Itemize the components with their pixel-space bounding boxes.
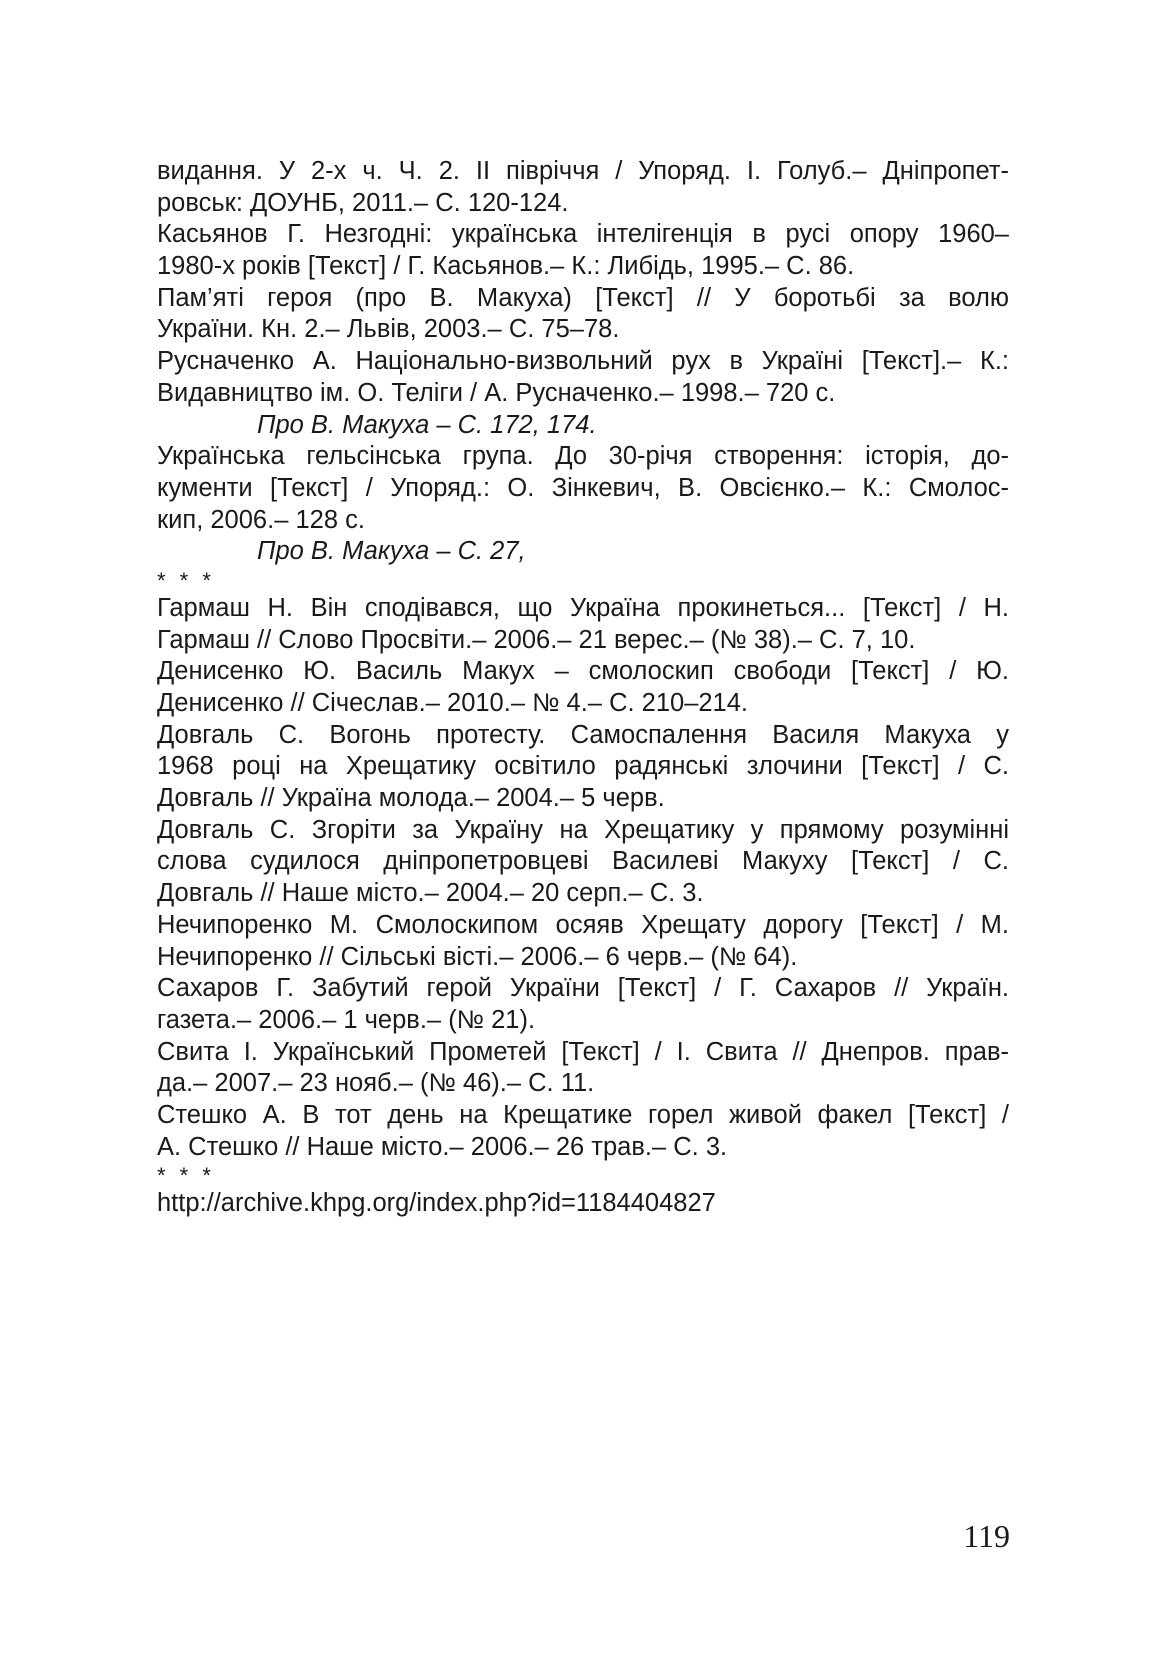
text-line: Гармаш // Слово Просвіти.– 2006.– 21 верес.– (№ 38).– С. 7, 10. [157,625,916,654]
text-line: ровськ: ДОУНБ, 2011.– С. 120-124. [157,188,569,217]
page-number: 119 [963,1518,1010,1554]
text-line: Касьянов Г. Незгодні: українська інтелігенція в русі опору 1960– [157,220,1009,249]
text-line: Довгаль // Наше місто.– 2004.– 20 серп.– С. 3. [157,879,704,908]
text-line: 1980-х років [Текст] / Г. Касьянов.– К.: Либідь, 1995.– С. 86. [157,252,855,281]
text-line: 1968 році на Хрещатику освітило радянські злочини [Текст] / С. [157,752,1009,781]
text-line: Гармаш Н. Він сподівався, що Україна прокинеться... [Текст] / Н. [157,593,1009,622]
text-line: Видавництво ім. О. Теліги / А. Русначенко.– 1998.– 720 с. [157,378,836,407]
italic-note-line: Про В. Макуха – С. 27, [257,537,526,566]
text-line: Нечипоренко // Сільські вісті.– 2006.– 6 черв.– (№ 64). [157,942,798,971]
text-line: Українська гельсінська група. До 30-річя створення: історія, до- [157,442,1009,471]
text-line: А. Стешко // Наше місто.– 2006.– 26 трав.– С. 3. [157,1132,728,1161]
text-line: України. Кн. 2.– Львів, 2003.– С. 75–78. [157,315,620,344]
text-line: видання. У 2-х ч. Ч. 2. ІІ півріччя / Упоряд. І. Голуб.– Дніпропет- [157,157,1009,185]
text-line: Сахаров Г. Забутий герой України [Текст] / Г. Сахаров // Україн. [157,974,1009,1003]
text-line: кип, 2006.– 128 с. [157,505,365,534]
source-url[interactable]: http://archive.khpg.org/index.php?id=1184404827 [157,1189,716,1218]
text-line: Довгаль С. Вогонь протесту. Самоспалення Василя Макуха у [157,720,1009,749]
text-line: кументи [Текст] / Упоряд.: О. Зінкевич, В. Овсієнко.– К.: Смолос- [157,473,1009,502]
text-line: слова судилося дніпропетровцеві Василеві Макуху [Текст] / С. [157,847,1009,876]
text-line: Денисенко Ю. Василь Макух – смолоскип свободи [Текст] / Ю. [157,657,1009,686]
text-line: Свита І. Український Прометей [Текст] / І. Свита // Днепров. прав- [157,1037,1009,1066]
section-separator: * * * [157,567,215,593]
text-line: Нечипоренко М. Смолоскипом осяяв Хрещату дорогу [Текст] / М. [157,910,1009,939]
section-separator: * * * [157,1163,215,1189]
italic-note-line: Про В. Макуха – С. 172, 174. [257,410,597,439]
text-line: да.– 2007.– 23 нояб.– (№ 46).– С. 11. [157,1069,595,1098]
bibliography-text [157,156,1009,1220]
text-line: Денисенко // Січеслав.– 2010.– № 4.– С. 210–214. [157,689,749,717]
text-line: Стешко А. В тот день на Крещатике горел живой факел [Текст] / [157,1100,1009,1129]
text-line: Довгаль // Україна молода.– 2004.– 5 черв. [157,784,665,813]
text-line: газета.– 2006.– 1 черв.– (№ 21). [157,1005,536,1034]
text-line: Русначенко А. Національно-визвольний рух в Україні [Текст].– К.: [157,347,1009,376]
text-line: Довгаль С. Згоріти за Україну на Хрещатику у прямому розумінні [157,815,1009,844]
text-line: Пам’яті героя (про В. Макуха) [Текст] // У боротьбі за волю [157,283,1009,312]
